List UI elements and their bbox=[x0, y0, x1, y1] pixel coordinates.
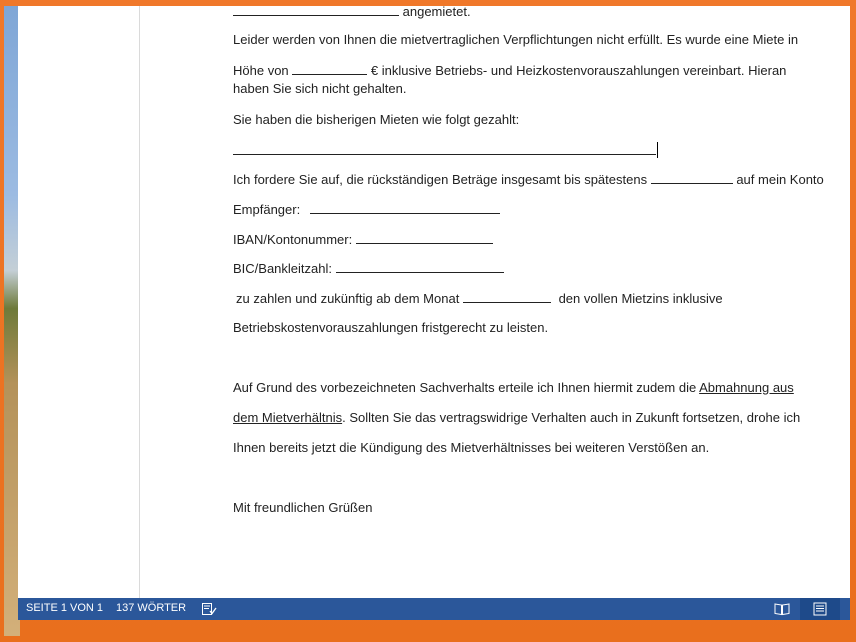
text-cursor bbox=[657, 142, 658, 158]
doc-line-7 bbox=[233, 172, 824, 187]
doc-closing: Mit freundlichen Grüßen bbox=[233, 500, 373, 515]
page-count[interactable]: SEITE 1 VON 1 bbox=[26, 602, 104, 614]
iban-label: IBAN/Kontonummer: bbox=[233, 232, 353, 247]
word-window bbox=[18, 6, 850, 620]
print-layout-button[interactable] bbox=[800, 598, 840, 620]
bic-field[interactable] bbox=[336, 261, 504, 273]
text-run: auf mein Konto bbox=[736, 172, 824, 187]
doc-line-2: Leider werden von Ihnen die mietvertraglichen Verpflichtungen nicht erfüllt. Es wurde eine Miete in bbox=[233, 32, 799, 47]
doc-line-4: haben Sie sich nicht gehalten. bbox=[233, 81, 407, 96]
recipient-label: Empfänger: bbox=[233, 202, 301, 217]
doc-line-recipient bbox=[233, 202, 500, 217]
doc-line-14 bbox=[233, 410, 800, 425]
mietverhaeltnis-link[interactable]: dem Mietverhältnis bbox=[233, 410, 343, 425]
doc-line-11 bbox=[236, 291, 723, 306]
doc-line-3 bbox=[233, 63, 786, 78]
text-run: € inklusive Betriebs- und Heizkostenvorauszahlungen vereinbart. Hieran bbox=[370, 63, 787, 78]
blank-field[interactable] bbox=[463, 291, 551, 303]
document-page[interactable] bbox=[233, 6, 843, 598]
text-run: den vollen Mietzins inklusive bbox=[558, 291, 723, 306]
doc-line-12: Betriebskostenvorauszahlungen fristgerecht zu leisten. bbox=[233, 320, 549, 335]
text-run: Höhe von bbox=[233, 63, 289, 78]
print-layout-icon bbox=[812, 601, 828, 617]
proofing-icon[interactable] bbox=[201, 601, 217, 617]
iban-field[interactable] bbox=[356, 232, 493, 244]
recipient-field[interactable] bbox=[310, 202, 500, 214]
text-run: . Sollten Sie das vertragswidrige Verhalten auch in Zukunft fortsetzen, drohe ich bbox=[342, 410, 801, 425]
word-count[interactable]: 137 WÖRTER bbox=[116, 602, 187, 614]
text-run: zu zahlen und zukünftig ab dem Monat bbox=[236, 291, 460, 306]
doc-line-13 bbox=[233, 380, 794, 395]
doc-line-iban bbox=[233, 232, 493, 247]
blank-field[interactable] bbox=[233, 6, 399, 16]
text-run: Auf Grund des vorbezeichneten Sachverhalts erteile ich Ihnen hiermit zudem die bbox=[233, 380, 697, 395]
doc-line-bic bbox=[233, 261, 504, 276]
abmahnung-link[interactable]: Abmahnung aus bbox=[699, 380, 794, 395]
doc-line-15: Ihnen bereits jetzt die Kündigung des Mietverhältnisses bei weiteren Verstößen an. bbox=[233, 440, 710, 455]
text-run: Ich fordere Sie auf, die rückständigen Beträge insgesamt bis spätestens bbox=[233, 172, 648, 187]
status-bar bbox=[18, 598, 850, 620]
read-mode-icon[interactable] bbox=[774, 601, 790, 617]
blank-field[interactable] bbox=[651, 172, 733, 184]
blank-field[interactable] bbox=[233, 143, 656, 155]
doc-line-5: Sie haben die bisherigen Mieten wie folgt gezahlt: bbox=[233, 112, 520, 127]
blank-field[interactable] bbox=[292, 63, 367, 75]
text-run: angemietet. bbox=[402, 6, 471, 19]
doc-line-6 bbox=[233, 142, 658, 158]
doc-line-1 bbox=[233, 6, 471, 19]
bic-label: BIC/Bankleitzahl: bbox=[233, 261, 332, 276]
navigation-pane bbox=[18, 6, 140, 598]
